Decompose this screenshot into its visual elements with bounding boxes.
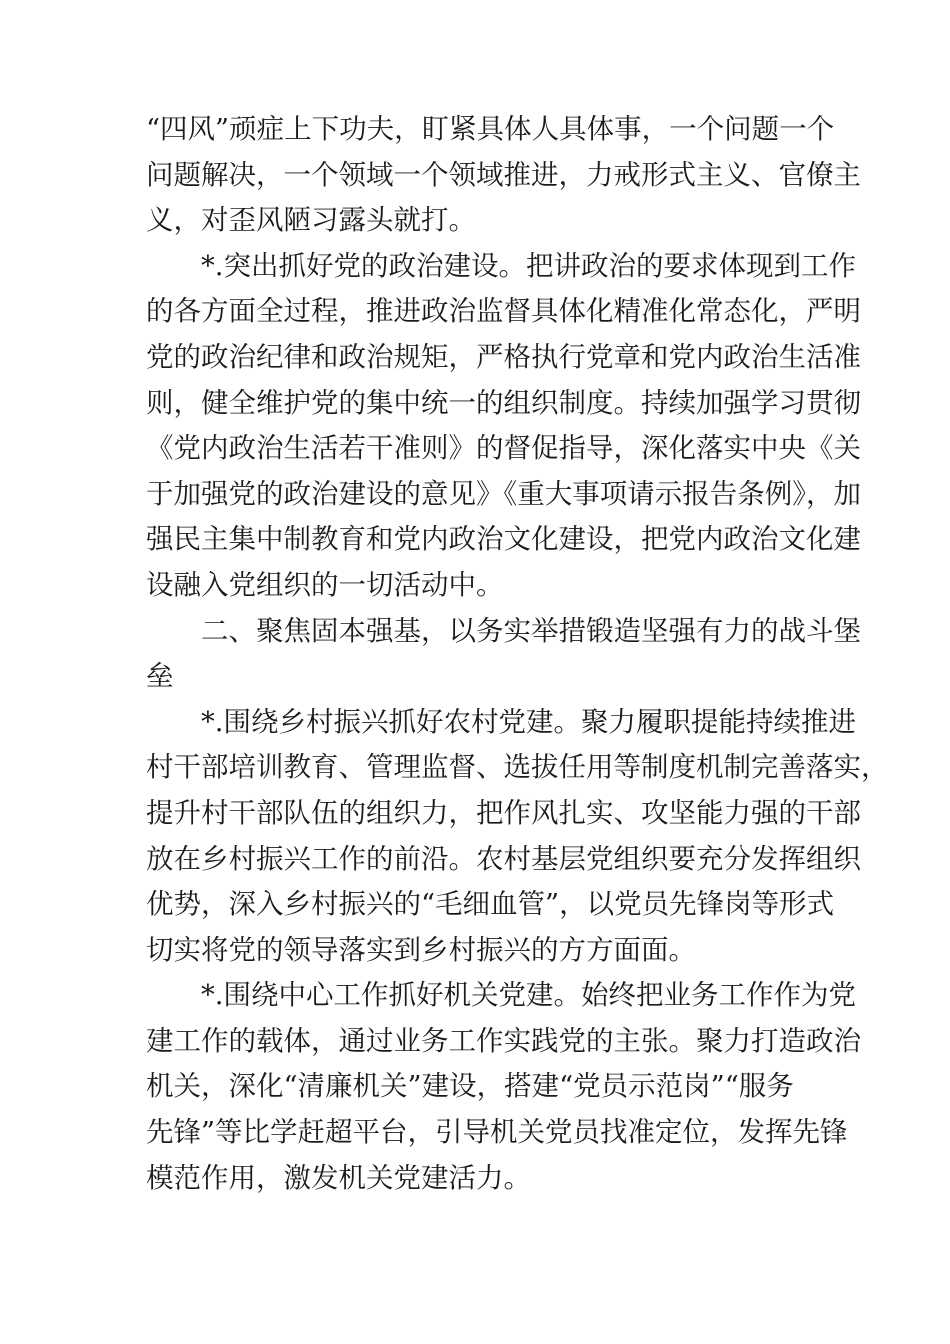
document-body (146, 107, 889, 1201)
text-line: 的各方面全过程，推进政治监督具体化精准化常态化，严明 (146, 295, 861, 328)
section-heading-line: 二、聚焦固本强基，以务实举措锻造坚强有力的战斗堡 (201, 614, 861, 647)
text-line: 提升村干部队伍的组织力，把作风扎实、攻坚能力强的干部 (146, 796, 861, 829)
text-line: 《党内政治生活若干准则》的督促指导，深化落实中央《关 (146, 432, 861, 465)
text-line: 放在乡村振兴工作的前沿。农村基层党组织要充分发挥组织 (146, 842, 861, 875)
section-heading-line: 垒 (146, 660, 174, 693)
text-line: 问题解决，一个领域一个领域推进，力戒形式主义、官僚主 (146, 158, 861, 191)
text-line: 先锋”等比学赶超平台，引导机关党员找准定位，发挥先锋 (146, 1116, 848, 1149)
paragraph-heading-line: *.围绕中心工作抓好机关党建。始终把业务工作作为党 (201, 979, 856, 1012)
text-line: “四风”顽症上下功夫，盯紧具体人具体事，一个问题一个 (146, 113, 835, 145)
text-line: 优势，深入乡村振兴的“毛细血管”，以党员先锋岗等形式 (146, 888, 835, 921)
paragraph-heading-line: *.突出抓好党的政治建设。把讲政治的要求体现到工作 (201, 249, 856, 282)
text-line: 村干部培训教育、管理监督、选拔任用等制度机制完善落实， (146, 751, 889, 784)
text-line: 设融入党组织的一切活动中。 (146, 568, 504, 601)
text-line: 模范作用，激发机关党建活力。 (146, 1161, 531, 1194)
text-line: 强民主集中制教育和党内政治文化建设，把党内政治文化建 (146, 523, 861, 556)
paragraph-heading-line: *.围绕乡村振兴抓好农村党建。聚力履职提能持续推进 (201, 705, 856, 738)
text-line: 义，对歪风陋习露头就打。 (146, 204, 476, 237)
text-line: 则，健全维护党的集中统一的组织制度。持续加强学习贯彻 (146, 386, 861, 419)
text-line: 于加强党的政治建设的意见》《重大事项请示报告条例》，加 (146, 477, 861, 510)
text-line: 党的政治纪律和政治规矩，严格执行党章和党内政治生活准 (146, 340, 861, 373)
text-line: 切实将党的领导落实到乡村振兴的方方面面。 (146, 933, 696, 966)
text-line: 机关，深化“清廉机关”建设，搭建“党员示范岗”“服务 (146, 1070, 794, 1103)
text-line: 建工作的载体，通过业务工作实践党的主张。聚力打造政治 (146, 1024, 861, 1057)
